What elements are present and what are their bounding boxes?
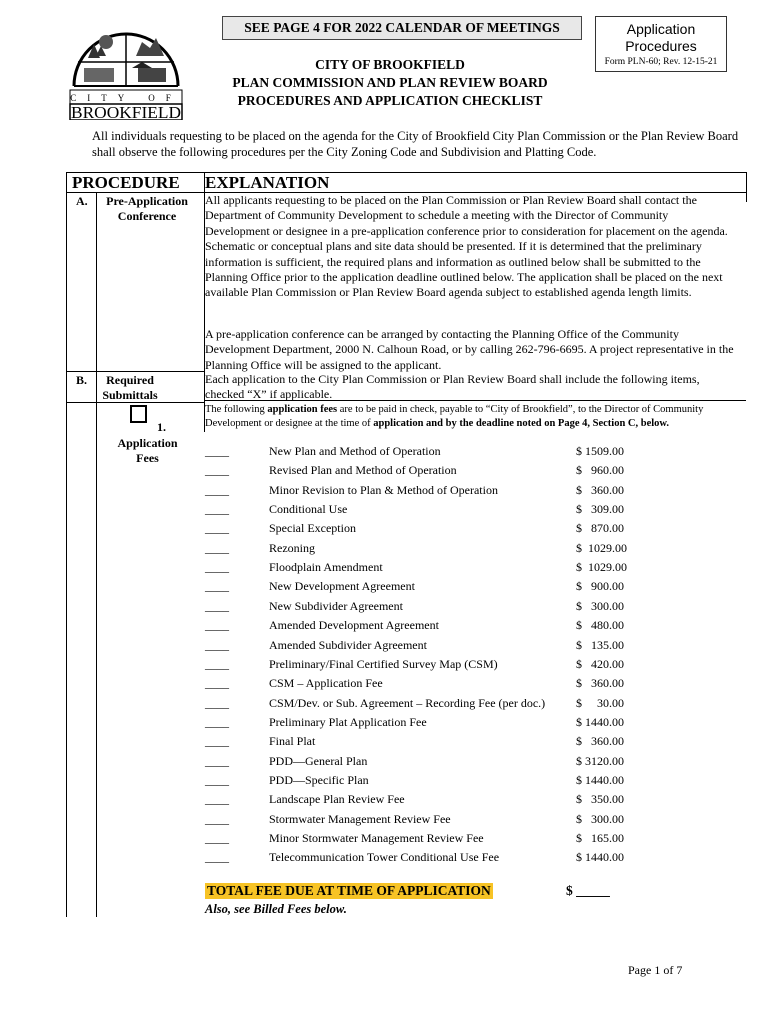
- section-a-paragraph-1: All applicants requesting to be placed on the Plan Commission or Plan Review Board shall contact the Department of Community Development to schedule a meeting with the Director of Community Development or designee in a pre-application conference prior to consideration for placement on the agenda. Schematic or conceptual plans and site data should be presented. If it is determined that the preliminary information is sufficient, the required plans and information as outlined below shall be submitted to the Planning Office prior to the application deadline outlined below. The application shall be placed on the next available Plan Commission or Plan Review Board agenda subject to established agenda length limits.: [205, 193, 728, 300]
- fee-description: Minor Revision to Plan & Method of Operation: [269, 482, 498, 497]
- fee-check-blank[interactable]: ____: [205, 521, 229, 536]
- fee-amount: $ 360.00: [576, 482, 624, 497]
- fee-description: PDD—Specific Plan: [269, 772, 369, 787]
- fee-description: New Development Agreement: [269, 579, 415, 594]
- fee-row: [205, 848, 645, 867]
- fee-check-blank[interactable]: ____: [205, 734, 229, 749]
- item-number: 1.: [157, 420, 166, 434]
- fee-row: [205, 829, 645, 848]
- title-line-2: PLAN COMMISSION AND PLAN REVIEW BOARD: [232, 75, 548, 90]
- fee-amount: $ 360.00: [576, 676, 624, 691]
- procedure-header: PROCEDURE: [72, 173, 180, 192]
- fee-row: [205, 636, 645, 655]
- section-divider-left: [66, 371, 204, 372]
- fee-check-blank[interactable]: ____: [205, 482, 229, 497]
- intro-paragraph: All individuals requesting to be placed on the agenda for the City of Brookfield City Plan Commission or the Plan Review Board shall observe the following procedures per the City Zoning Code and Subdivision and Platting Code.: [92, 129, 739, 159]
- fee-row: [205, 713, 645, 732]
- fee-description: Conditional Use: [269, 502, 348, 517]
- fee-check-blank[interactable]: ____: [205, 560, 229, 575]
- document-title: [200, 56, 580, 110]
- fee-row: [205, 694, 645, 713]
- fee-check-blank[interactable]: ____: [205, 637, 229, 652]
- fee-description: Amended Subdivider Agreement: [269, 637, 427, 652]
- fee-description: New Subdivider Agreement: [269, 598, 403, 613]
- table-left-border: [66, 172, 67, 917]
- fee-row: [205, 442, 645, 461]
- fee-check-blank[interactable]: ____: [205, 753, 229, 768]
- fee-check-blank[interactable]: ____: [205, 463, 229, 478]
- fee-check-blank[interactable]: ____: [205, 502, 229, 517]
- fee-description: Landscape Plan Review Fee: [269, 792, 405, 807]
- city-logo: [66, 12, 186, 120]
- fee-row: [205, 577, 645, 596]
- fee-amount: $ 30.00: [576, 695, 624, 710]
- fee-amount: $ 300.00: [576, 811, 624, 826]
- fee-check-blank[interactable]: ____: [205, 676, 229, 691]
- fee-amount: $ 420.00: [576, 656, 624, 671]
- fee-description: CSM – Application Fee: [269, 676, 383, 691]
- application-fees-label: Application Fees: [117, 436, 178, 465]
- page-number: Page 1 of 7: [628, 963, 683, 977]
- fee-payment-note: [205, 403, 745, 430]
- fee-description: PDD—General Plan: [269, 753, 368, 768]
- fee-amount: $ 1029.00: [576, 540, 627, 555]
- fee-row: [205, 655, 645, 674]
- fee-row: [205, 771, 645, 790]
- fee-amount: $ 350.00: [576, 792, 624, 807]
- fee-note-deadline: application and by the deadline noted on Page 4, Section C, below.: [373, 417, 670, 429]
- fee-description: Telecommunication Tower Conditional Use Fee: [269, 850, 500, 865]
- fee-check-blank[interactable]: ____: [205, 772, 229, 787]
- fee-row: [205, 810, 645, 829]
- fee-description: Revised Plan and Method of Operation: [269, 463, 457, 478]
- fee-check-blank[interactable]: ____: [205, 850, 229, 865]
- fee-amount: $ 900.00: [576, 579, 624, 594]
- calendar-banner: SEE PAGE 4 FOR 2022 CALENDAR OF MEETINGS: [222, 16, 582, 40]
- section-b-label: Required Submittals: [102, 373, 158, 402]
- fee-check-blank[interactable]: ____: [205, 618, 229, 633]
- svg-text:CITY OF: CITY OF: [70, 93, 182, 103]
- fee-amount: $ 3120.00: [576, 753, 624, 768]
- billed-fees-note: Also, see Billed Fees below.: [205, 902, 347, 916]
- fee-amount: $ 870.00: [576, 521, 624, 536]
- fee-note-text: The following: [205, 404, 268, 415]
- section-b-paragraph: Each application to the City Plan Commission or Plan Review Board shall include the following items, checked “X” if applicable.: [205, 372, 700, 402]
- table-right-border: [746, 172, 747, 202]
- fee-row: [205, 752, 645, 771]
- fee-amount: $ 480.00: [576, 618, 624, 633]
- fee-description: Floodplain Amendment: [269, 560, 383, 575]
- fee-description: Amended Development Agreement: [269, 618, 439, 633]
- fee-amount: $ 165.00: [576, 831, 624, 845]
- fee-check-blank[interactable]: ____: [205, 831, 229, 845]
- fee-note-text-2: are to be paid in check, payable to “City of Brookfield”, to the Director of Community Development or designee at the time of: [205, 404, 704, 429]
- fee-check-blank[interactable]: ____: [205, 579, 229, 594]
- total-fee-amount[interactable]: $ _____: [566, 883, 610, 898]
- fee-note-bold: application fees: [267, 404, 338, 415]
- fee-description: Preliminary/Final Certified Survey Map (CSM): [269, 656, 498, 671]
- fee-amount: $ 309.00: [576, 502, 624, 517]
- fee-row: [205, 558, 645, 577]
- form-number: Form PLN-60; Rev. 12-15-21: [604, 57, 718, 67]
- section-a-paragraph-2: A pre-application conference can be arranged by contacting the Planning Office of the Community Development Department, 2000 N. Calhoun Road, or by calling 262-796-6695. A project representative in the Planning Office will be assigned to the applicant.: [205, 327, 734, 372]
- fee-description: Final Plat: [269, 734, 316, 749]
- fee-check-blank[interactable]: ____: [205, 444, 229, 458]
- fee-row: [205, 674, 645, 693]
- fee-description: Rezoning: [269, 540, 315, 555]
- section-a-letter: A.: [76, 194, 88, 208]
- fee-amount: $ 1440.00: [576, 850, 624, 865]
- fee-amount: $ 1440.00: [576, 714, 624, 729]
- fee-check-blank[interactable]: ____: [205, 598, 229, 613]
- title-line-3: PROCEDURES AND APPLICATION CHECKLIST: [237, 93, 543, 108]
- fee-row: [205, 461, 645, 480]
- application-procedures-box: [595, 16, 727, 72]
- fee-row: [205, 500, 645, 519]
- fee-check-blank[interactable]: ____: [205, 695, 229, 710]
- fee-description: Special Exception: [269, 521, 356, 536]
- fee-amount: $ 1440.00: [576, 772, 624, 787]
- fee-amount: $ 1509.00: [576, 444, 624, 458]
- fee-amount: $ 135.00: [576, 637, 624, 652]
- fee-amount: $ 300.00: [576, 598, 624, 613]
- application-fees-checkbox[interactable]: [130, 405, 147, 423]
- title-line-1: CITY OF BROOKFIELD: [315, 57, 465, 72]
- fee-amount: $ 960.00: [576, 463, 624, 478]
- total-fee-label: TOTAL FEE DUE AT TIME OF APPLICATION: [207, 883, 491, 898]
- fee-check-blank[interactable]: ____: [205, 656, 229, 671]
- section-a-label: Pre-Application Conference: [106, 194, 188, 223]
- fee-row: [205, 519, 645, 538]
- fee-row: [205, 616, 645, 635]
- explanation-header: EXPLANATION: [205, 173, 330, 192]
- fee-check-blank[interactable]: ____: [205, 714, 229, 729]
- fee-row: [205, 790, 645, 809]
- fee-amount: $ 360.00: [576, 734, 624, 749]
- letter-column-border: [96, 192, 97, 917]
- app-box-title: Application Procedures: [625, 21, 697, 54]
- fee-description: Preliminary Plat Application Fee: [269, 714, 427, 729]
- fee-description: Stormwater Management Review Fee: [269, 811, 451, 826]
- fee-amount: $ 1029.00: [576, 560, 627, 575]
- fee-check-blank[interactable]: ____: [205, 811, 229, 826]
- fee-row: [205, 732, 645, 751]
- fee-description: CSM/Dev. or Sub. Agreement – Recording Fee (per doc.): [269, 695, 546, 710]
- fee-description: Minor Stormwater Management Review Fee: [269, 831, 484, 845]
- fee-check-blank[interactable]: ____: [205, 792, 229, 807]
- fee-row: [205, 539, 645, 558]
- fee-row: [205, 481, 645, 500]
- fee-row: [205, 597, 645, 616]
- svg-text:BROOKFIELD: BROOKFIELD: [71, 103, 181, 120]
- fee-description: New Plan and Method of Operation: [269, 444, 441, 458]
- section-b-letter: B.: [76, 373, 88, 387]
- fee-check-blank[interactable]: ____: [205, 540, 229, 555]
